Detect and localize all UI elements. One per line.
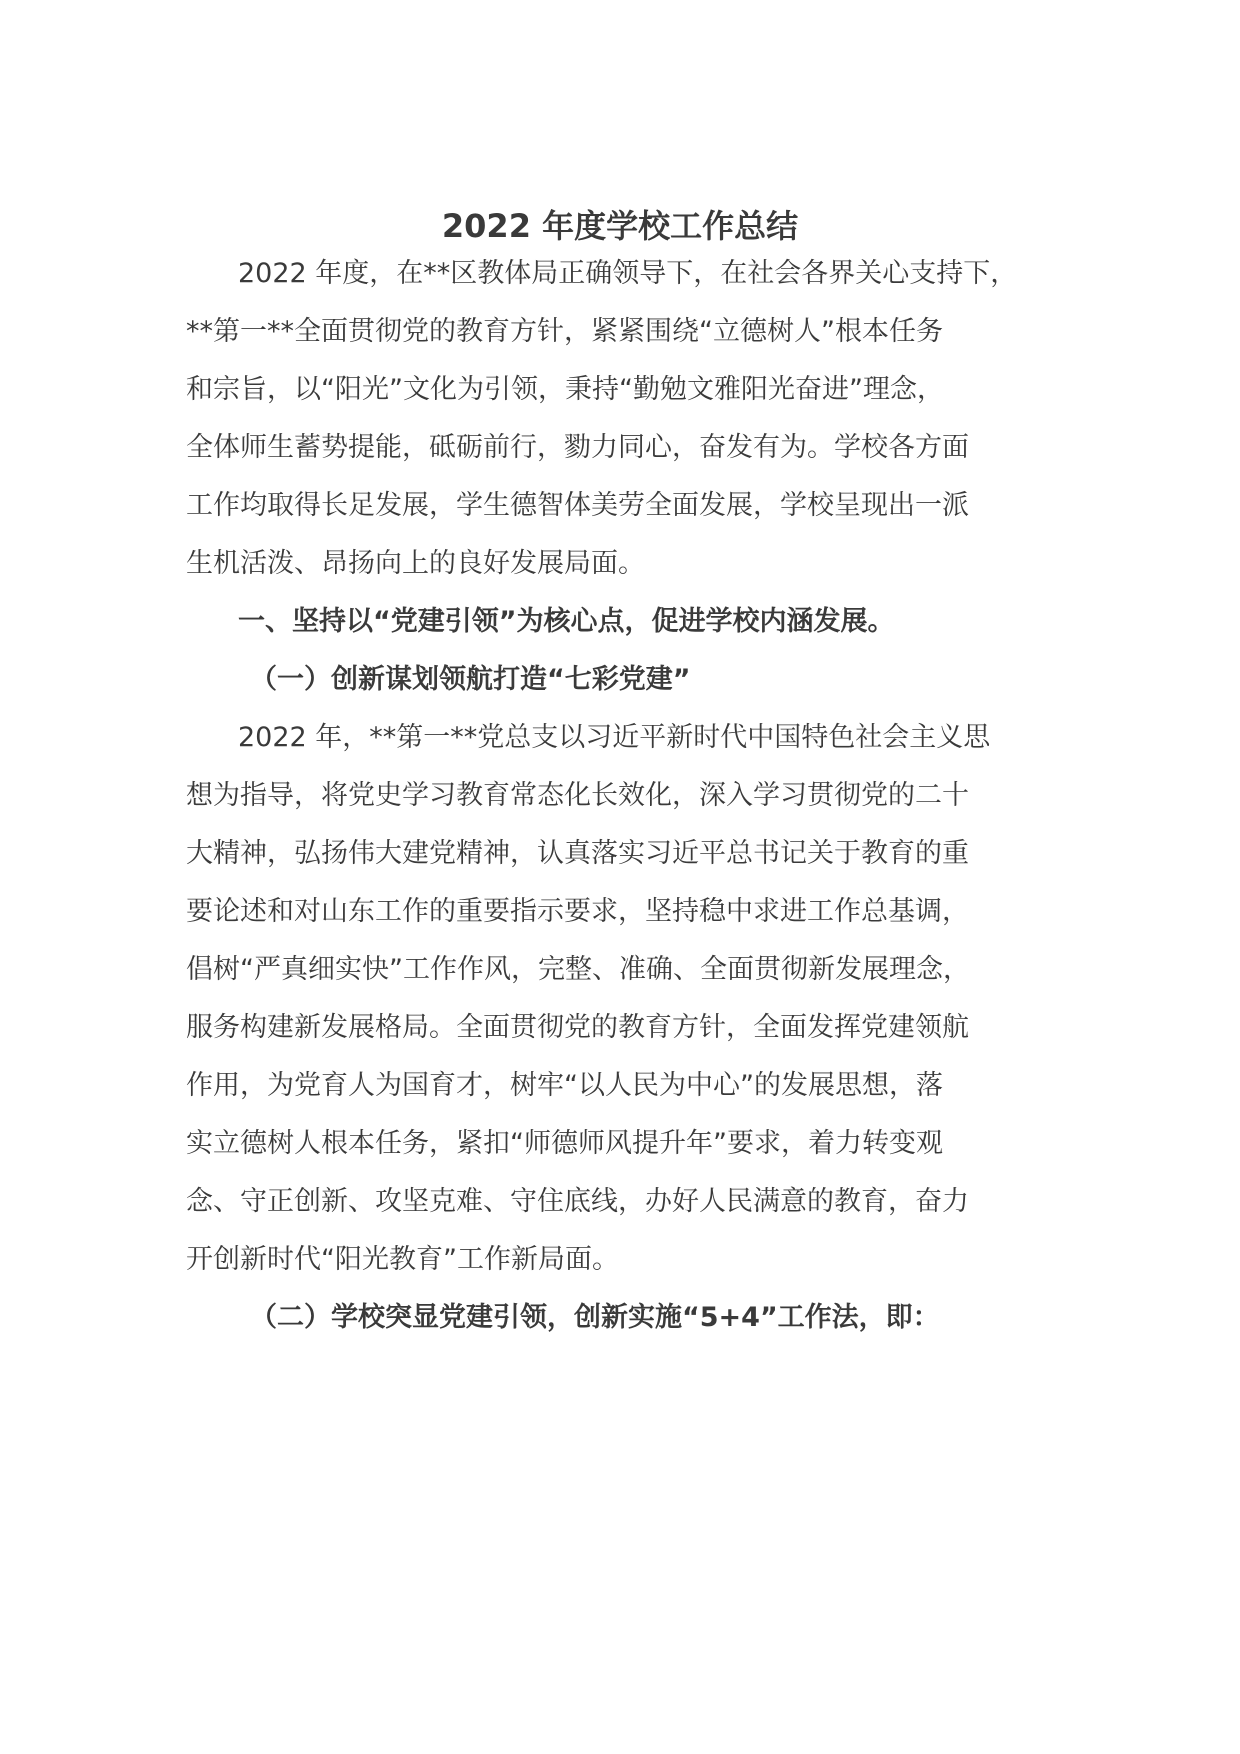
intro-line: 2022 年度，在**区教体局正确领导下，在社会各界关心支持下， <box>238 258 1018 289</box>
body-line: 实立德树人根本任务，紧扣“师德师风提升年”要求，着力转变观 <box>186 1128 943 1159</box>
body-line: 想为指导，将党史学习教育常态化长效化，深入学习贯彻党的二十 <box>186 780 969 811</box>
body-line: 作用，为党育人为国育才，树牢“以人民为中心”的发展思想，落 <box>186 1070 943 1101</box>
body-line: 要论述和对山东工作的重要指示要求，坚持稳中求进工作总基调， <box>186 896 969 927</box>
document-title: 2022 年度学校工作总结 <box>441 207 799 245</box>
body-line: 大精神，弘扬伟大建党精神，认真落实习近平总书记关于教育的重 <box>186 838 969 869</box>
subsection-heading: （二）学校突显党建引领，创新实施“5+4”工作法，即： <box>250 1302 940 1333</box>
intro-line: **第一**全面贯彻党的教育方针，紧紧围绕“立德树人”根本任务 <box>186 316 943 347</box>
intro-line: 工作均取得长足发展，学生德智体美劳全面发展，学校呈现出一派 <box>186 490 969 521</box>
body-line: 开创新时代“阳光教育”工作新局面。 <box>186 1244 619 1275</box>
body-line: 服务构建新发展格局。全面贯彻党的教育方针，全面发挥党建领航 <box>186 1012 969 1043</box>
body-line: 倡树“严真细实快”工作作风，完整、准确、全面贯彻新发展理念， <box>186 954 970 985</box>
intro-line: 全体师生蓄势提能，砥砺前行，勠力同心，奋发有为。学校各方面 <box>186 432 969 463</box>
intro-line: 和宗旨，以“阳光”文化为引领，秉持“勤勉文雅阳光奋进”理念， <box>186 374 944 405</box>
body-line: 念、守正创新、攻坚克难、守住底线，办好人民满意的教育，奋力 <box>186 1186 969 1217</box>
section-heading: 一、坚持以“党建引领”为核心点，促进学校内涵发展。 <box>238 606 895 637</box>
intro-line: 生机活泼、昂扬向上的良好发展局面。 <box>186 548 645 579</box>
subsection-heading: （一）创新谋划领航打造“七彩党建” <box>250 664 691 695</box>
body-line: 2022 年，**第一**党总支以习近平新时代中国特色社会主义思 <box>238 722 991 753</box>
